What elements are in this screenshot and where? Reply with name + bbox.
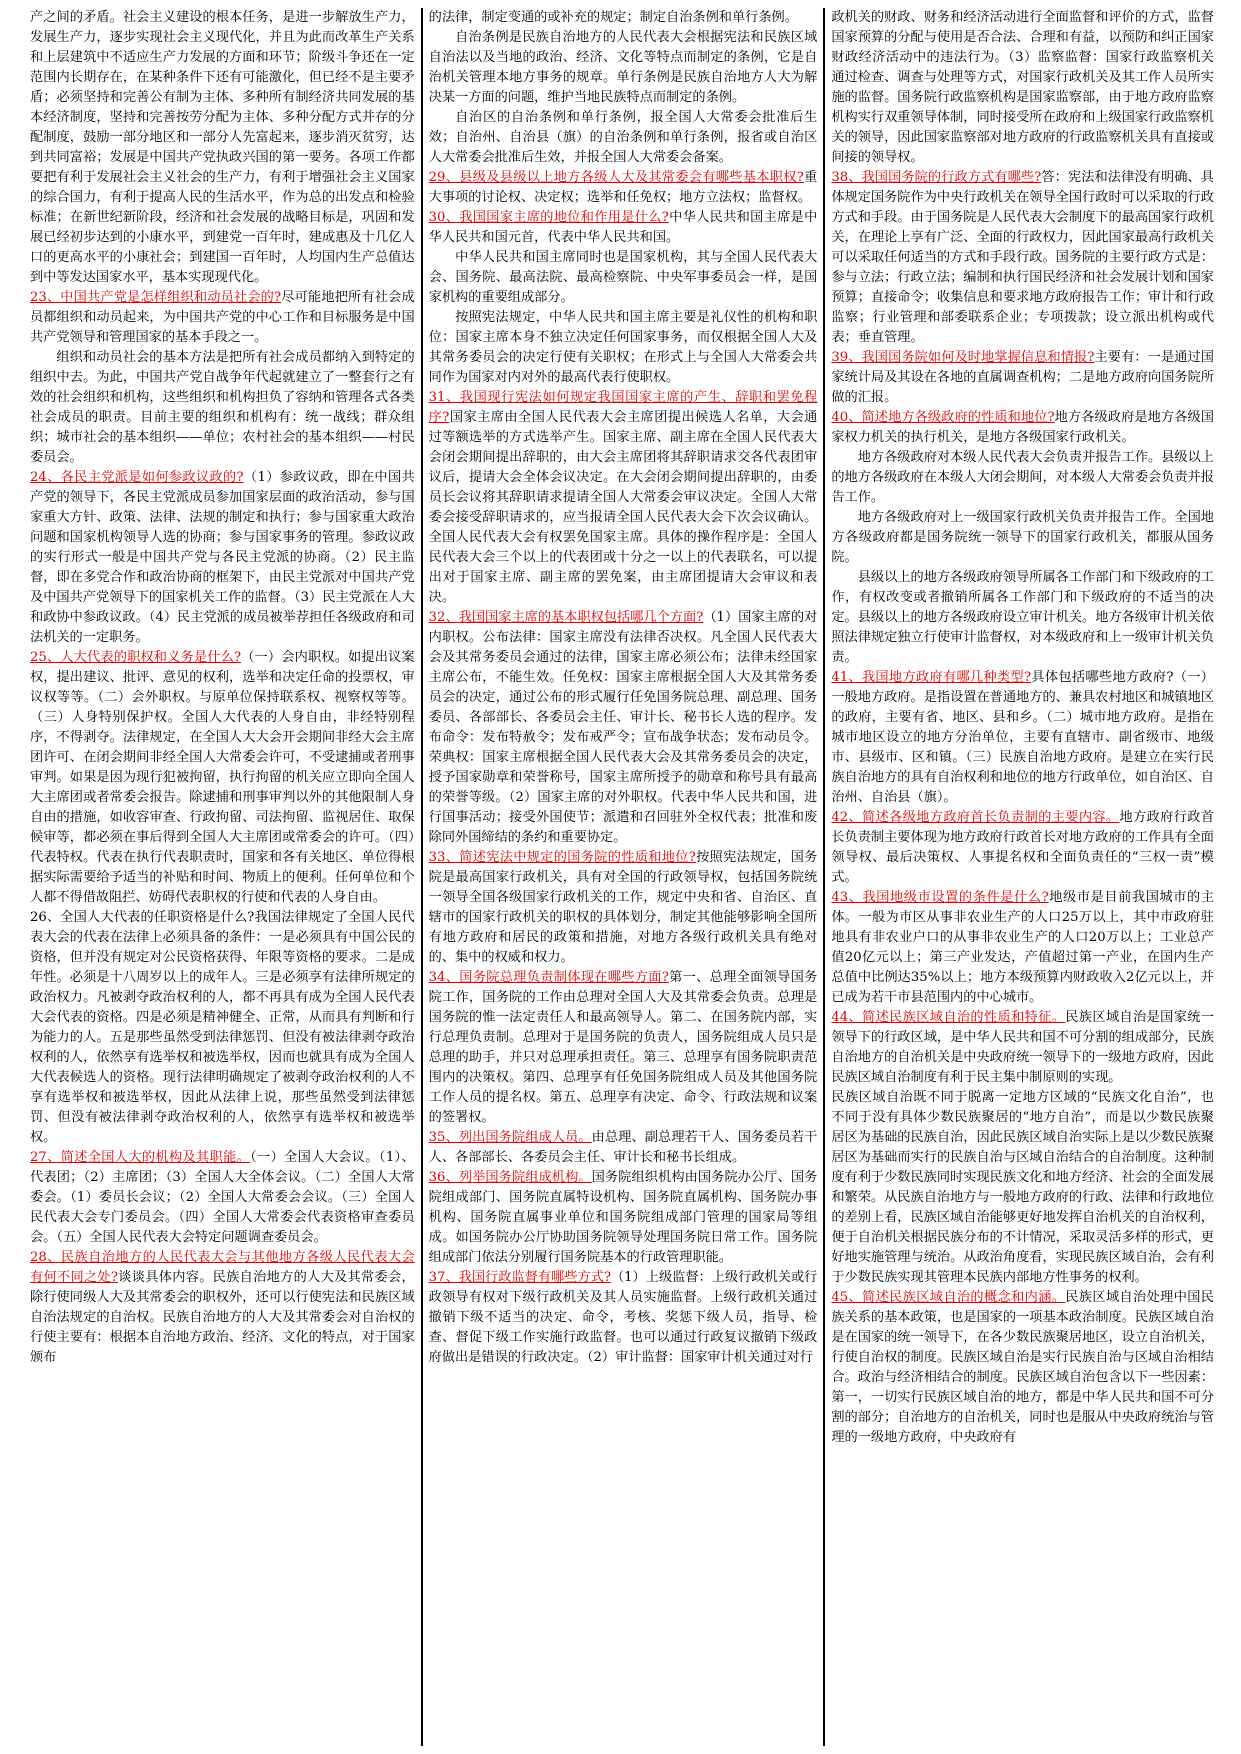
paragraph [831,408,1214,448]
question-heading: 33、简述宪法中规定的国务院的性质和地位? [428,850,696,865]
paragraph [429,1268,818,1368]
paragraph-text: 地级市是目前我国城市的主体。一般为市区从事非农业生产的人口25万以上，其中市政府驻地具有非农业户口的从事非农业生产的人口20万以上；工业总产值20亿元以上；第三产业发达，产值超过第一产业，在国内生产总值中比例达35%以上；地方本级预算内财政收入2亿元以上，并已成为若干市县范围内的中心城市。 [831,890,1215,1005]
question-heading: 37、我国行政监督有哪些方式? [428,1270,611,1285]
paragraph [831,1288,1214,1448]
paragraph-text: 县级以上的地方各级政府领导所属各工作部门和下级政府的工作，有权改变或者撤销所属各工作部门和下级政府的不适当的决定。县级以上的地方各级政府设立审计机关。地方各级审计机关依照法律规定独立行使审计监督权，对本级政府和上一级审计机关负责。 [831,570,1214,665]
paragraph [831,448,1214,508]
paragraph-text: 由总理、副总理若干人、国务委员若干人、各部部长、各委员会主任、审计长和秘书长组成。 [428,1130,818,1165]
question-heading: 40、简述地方各级政府的性质和地位? [831,410,1055,425]
question-heading: 25、人大代表的职权和义务是什么? [30,650,242,665]
paragraph-text: 26、全国人大代表的任职资格是什么?我国法律规定了全国人民代表大会的代表在法律上必须具备的条件：一是必须具有中国公民的资格，但并没有规定对公民资格获得、年限等资格的要求。二是成年性。必须是十八周岁以上的成年人。三是必须享有法律所规定的政治权力。凡被剥夺政治权利的人，都不再具有成为全国人民代表大会代表的资格。四是必须是精神健全、正常，从而具有判断和行为能力的人。五是那些虽然受到法律惩罚、但没有被法律剥夺政治权利的人，依然享有选举权和被选举权，因而也就具有成为全国人大代表候选人的资格。现行法律明确规定了被剥夺政治权利的人不享有选举权和被选举权，因此从法律上说，那些虽然受到法律惩罚、但没有被法律剥夺政治权利的人，依然享有选举权和被选举权。 [30,910,415,1145]
paragraph-text: 第一、总理全面领导国务院工作，国务院的工作由总理对全国人大及其常委会负责。总理是国务院的惟一法定责任人和最高领导人。第二、在国务院内部，实行总理负责制。总理对于是国务院的负责人，国务院组成人员只是总理的助手，并只对总理承担责任。第三、总理享有国务院职责范围内的决策权。第四、总理享有任免国务院组成人员及其他国务院工作人员的提名权。第五、总理享有决定、命令、行政法规和议案的签署权。 [428,970,818,1125]
paragraph [429,208,818,248]
question-heading: 42、简述各级地方政府首长负责制的主要内容。 [831,810,1120,825]
question-heading: 36、列举国务院组成机构。 [428,1170,592,1185]
paragraph-text: 地方政府行政首长负责制主要体现为地方政府行政首长对地方政府的工作具有全面领导权、最后决策权、人事提名权和全面负责任的“三权一责”模式。 [831,810,1215,885]
paragraph-text: 国务院组织机构由国务院办公厅、国务院组成部门、国务院直属特设机构、国务院直属机构、国务院办事机构、国务院直属事业单位和国务院组成部门管理的国家局等组成。如国务院办公厅协助国务院领导处理国务院日常工作。国务院组成部门依法分别履行国务院基本的行政管理职能。 [428,1170,818,1265]
question-heading: 30、我国国家主席的地位和作用是什么? [428,210,669,225]
paragraph [429,1128,818,1168]
paragraph-text: 谈谈具体内容。民族自治地方的人大及其常委会，除行使同级人大及其常委会的职权外，还可以行使宪法和民族区域自治法规定的自治权。民族自治地方的人大及其常委会对自治权的行使主要有：根据本自治地方政治、经济、文化的特点，对于国家颁布 [30,1270,415,1365]
question-heading: 39、我国国务院如何及时地掌握信息和情报? [831,350,1095,365]
paragraph-text: 自治区的自治条例和单行条例，报全国人大常委会批准后生效；自治州、自治县（旗）的自治条例和单行条例，报省或自治区人大常委会批准后生效，并报全国人大常委会备案。 [428,110,818,165]
document-page [24,8,1220,1746]
paragraph-text: 民族区域自治既不同于脱离一定地方区域的“民族文化自治”，也不同于没有具体少数民族聚居的“地方自治”，而是以少数民族聚居区为基础的民族自治，因此民族区域自治实际上是以少数民族聚居区为基础而实行的民族自治与区域自治结合的自治制度。这种制度有利于少数民族同时实现民族文化和地方经济、社会的全面发展和繁荣。从民族自治地方与一般地方政府的行政、法律和行政地位的差别上看，民族区域自治能够更好地发挥自治机关的自治权利，便于自治机关根据民族分布的不计情况，采取灵活多样的形式，更好地实施管理与统治。从政治角度看，实现民族区域自治，会有利于少数民族实现其管理本民族内部地方性事务的权利。 [831,1090,1214,1285]
question-heading: 23、中国共产党是怎样组织和动员社会的? [30,290,282,305]
paragraph-text: 地方各级政府是地方各级国家权力机关的执行机关，是地方各级国家行政机关。 [831,410,1214,445]
paragraph [831,888,1214,1008]
paragraph [831,508,1214,568]
question-heading: 28、民族自治地方的人民代表大会与其他地方各级人民代表大会有何不同之处? [30,1250,415,1285]
question-heading: 24、各民主党派是如何参政议政的? [30,470,244,485]
paragraph-text: （一）会内职权。如提出议案权，提出建议、批评、意见的权利，选举和决定任命的投票权，审议权等等。（二）会外职权。与原单位保持联系权、视察权等等。（三）人身特别保护权。全国人大代表的人身自由，非经特别程序，不得剥夺。法律规定，在全国人大大会开会期间非经大会主席团许可、在闭会期间非经全国人大常委会许可，不受逮捕或者刑事审判。如果是因为现行犯被拘留，执行拘留的机关应立即向全国人大主席团或者常委会报告。除逮捕和刑事审判以外的其他限制人身自由的措施，如收容审查、行政拘留、司法拘留、监视居住、取保候审等，都必须在事后得到全国人大主席团或常委会的许可。（四）代表特权。代表在执行代表职责时，国家和各有关地区、单位得根据实际需要给予适当的补贴和时间、物质上的便利。任何单位和个人都不得借故阻拦、妨碍代表职权的行使和代表的人身自由。 [30,650,415,905]
paragraph [429,248,818,308]
paragraph [429,1168,818,1268]
paragraph [831,1008,1214,1088]
paragraph [831,808,1214,888]
paragraph [429,608,818,848]
paragraph-text: 中华人民共和国主席同时也是国家机构，其与全国人民代表大会、国务院、最高法院、最高检察院、中央军事委员会一样，是国家机构的重要组成部分。 [428,250,818,305]
paragraph [30,288,415,348]
paragraph [429,308,818,388]
paragraph [831,1088,1214,1288]
paragraph-text: （一）全国人大会议。（1）、代表团；（2）主席团；（3）全国人大全体会议。（二）全国人大常委会。（1）委员长会议；（2）全国人大常委会会议。（三）全国人民代表大会专门委员会。（四）全国人大常委会代表资格审查委员会。（五）全国人民代表大会特定问题调查委员会。 [30,1150,415,1245]
paragraph [429,8,818,28]
paragraph-text: 地方各级政府对本级人民代表大会负责并报告工作。县级以上的地方各级政府在本级人大闭会期间，对本级人大常委会负责并报告工作。 [831,450,1214,505]
paragraph-text: 中华人民共和国主席是中华人民共和国元首，代表中华人民共和国。 [428,210,818,245]
paragraph-text: 国家主席由全国人民代表大会主席团提出候选人名单，大会通过等额选举的方式选举产生。国家主席、副主席在全国人民代表大会闭会期间提出辞职的，由大会主席团将其辞职请求交各代表团审议后，提请大会全体会议决定。在大会闭会期间提出辞职的，由委员长会议将其辞职请求提请全国人大常委会审议决定。全国人大常委会接受辞职请求的，应当报请全国人民代表大会下次会议确认。全国人民代表大会有权罢免国家主席。具体的操作程序是：全国人民代表大会三个以上的代表团或十分之一以上的代表联名，可以提出对于国家主席、副主席的罢免案，由主席团提请大会审议和表决。 [428,410,818,605]
question-heading: 43、我国地级市设置的条件是什么? [831,890,1049,905]
question-heading: 27、简述全国人大的机构及其职能。 [30,1150,251,1165]
paragraph-text: 答：宪法和法律没有明确、具体规定国务院作为中央行政机关在领导全国行政时可以采取的行政方式和手段。由于国务院是人民代表大会制度下的最高国家行政机关，在理论上享有广泛、全面的行政权力，因此国家最高行政机关可以采取任何适当的方式和手段行政。国务院的主要行政方式是：参与立法；行政立法；编制和执行国民经济和社会发展计划和国家预算；直接命令；收集信息和要求地方政府报告工作；审计和行政监察；行业管理和部委联系企业；专项拨款；设立派出机构或代表；垂直管理。 [831,170,1214,345]
paragraph-text: 的法律，制定变通的或补充的规定；制定自治条例和单行条例。 [428,10,798,25]
paragraph [429,168,818,208]
paragraph-text: 民族区域自治是国家统一领导下的行政区域，是中华人民共和国不可分割的组成部分，民族自治地方的自治机关是中央政府统一领导下的一级地方政府，因此民族区域自治制度有利于民主集中制原则的实现。 [831,1010,1214,1085]
question-heading: 35、列出国务院组成人员。 [428,1130,592,1145]
paragraph-text: 政机关的财政、财务和经济活动进行全面监督和评价的方式，监督国家预算的分配与使用是否合法、合理和有益，以预防和纠正国家财政经济活动中的违法行为。（3）监察监督：国家行政监察机关通过检查、调查与处理等方式，对国家行政机关及其工作人员所实施的监督。国务院行政监察机构是国家监察部，由于地方政府监察机构实行双重领导体制，同时接受所在政府和上级国家行政监察机关的领导，因此国家监察部对地方政府的行政监察机关具有直接或间接的领导权。 [831,10,1214,165]
column-middle [423,8,824,1746]
paragraph-text: 主要有：一是通过国家统计局及其设在各地的直属调查机构；二是地方政府向国务院所做的汇报。 [831,350,1214,405]
paragraph [30,1148,415,1248]
paragraph-text: 产之间的矛盾。社会主义建设的根本任务，是进一步解放生产力，发展生产力，逐步实现社会主义现代化，并且为此而改革生产关系和上层建筑中不适应生产力发展的方面和环节；阶级斗争还在一定范围内长期存在，在某种条件下还有可能激化，但已经不是主要矛盾；必须坚持和完善公有制为主体、多种所有制经济共同发展的基本经济制度，坚持和完善按劳分配为主体、多种分配方式并存的分配制度，鼓励一部分地区和一部分人先富起来，逐步消灭贫穷，达到共同富裕；发展是中国共产党执政兴国的第一要务。各项工作都要把有利于发展社会主义社会的生产力，有利于增强社会主义国家的综合国力，有利于提高人民的生活水平，作为总的出发点和检验标准；在新世纪新阶段，经济和社会发展的战略目标是，巩固和发展已经初步达到的小康水平，到建党一百年时，建成惠及十几亿人口的更高水平的小康社会；到建国一百年时，人均国内生产总值达到中等发达国家水平，基本实现现代化。 [30,10,415,285]
question-heading: 41、我国地方政府有哪几种类型? [831,670,1032,685]
paragraph [30,1248,415,1368]
paragraph-text: 尽可能地把所有社会成员都组织和动员起来，为中国共产党的中心工作和目标服务是中国共产党领导和管理国家的基本手段之一。 [30,290,415,345]
paragraph [429,388,818,608]
paragraph-text: （1）参政议政，即在中国共产党的领导下，各民主党派成员参加国家层面的政治活动，参与国家重大方针、政策、法律、法规的制定和执行；参与国家重大政治问题和国家机构领导人选的协商；参与国家事务的管理。参政议政的实行形式一般是中国共产党与各民主党派的协商。（2）民主监督，即在多党合作和政治协商的框架下，由民主党派对中国共产党及中国共产党领导下的国家机关工作的监督。（3）民主党派在人大和政协中参政议政。（4）民主党派的成员被举荐担任各级政府和司法机关的一定职务。 [30,470,415,645]
paragraph-text: （1）上级监督：上级行政机关或行政领导有权对下级行政机关及其人员实施监督。上级行政机关通过撤销下级不适当的决定、命令，考核、奖惩下级人员，指导、检查、督促下级工作实施行政监督。也可以通过行政复议撤销下级政府做出是错误的行政决定。（2）审计监督：国家审计机关通过对行 [428,1270,818,1365]
paragraph [831,568,1214,668]
paragraph [30,908,415,1148]
paragraph [429,848,818,968]
paragraph [831,8,1214,168]
paragraph [30,648,415,908]
paragraph-text: 按照宪法规定，中华人民共和国主席主要是礼仪性的机构和职位：国家主席本身不独立决定任何国家事务，而仅根据全国人大及其常务委员会的决定行使有关职权；在形式上与全国人大常委会共同作为国家对内对外的最高代表行使职权。 [428,310,818,385]
paragraph-text: 按照宪法规定，国务院是最高国家行政机关，具有对全国的行政领导权，包括国务院统一领导全国各级国家行政机关的工作，规定中央和省、自治区、直辖市的国家行政机关的职权的具体划分，制定其他能够影响全国所有地方政府和居民的政策和措施，对地方各级行政机关具有绝对的、集中的权威和权力。 [428,850,818,965]
paragraph [429,28,818,108]
question-heading: 31、我国现行宪法如何规定我国国家主席的产生、辞职和罢免程序? [428,390,818,425]
paragraph [30,8,415,288]
paragraph [30,348,415,468]
question-heading: 38、我国国务院的行政方式有哪些? [831,170,1042,185]
column-right [825,8,1220,1746]
paragraph-text: 具体包括哪些地方政府?（一）一般地方政府。是指设置在普通地方的、兼具农村地区和城镇地区的政府，主要有省、地区、县和乡。（二）城市地方政府。是指在城市地区设立的地方分治单位，主要有直辖市、副省级市、地级市、县级市、区和镇。（三）民族自治地方政府。是建立在实行民族自治地方的具有自治权利和地位的地方行政单位，如自治区、自治州、自治县（旗）。 [831,670,1214,805]
paragraph [429,108,818,168]
question-heading: 45、简述民族区域自治的概念和内涵。 [831,1290,1066,1305]
question-heading: 29、县级及县级以上地方各级人大及其常委会有哪些基本职权? [428,170,804,185]
paragraph [429,968,818,1128]
paragraph-text: 民族区域自治处理中国民族关系的基本政策，也是国家的一项基本政治制度。民族区域自治是在国家的统一领导下，在各少数民族聚居地区，设立自治机关，行使自治权的制度。民族区域自治是实行民族自治与区域自治相结合。政治与经济相结合的制度。民族区域自治包含以下一些因素：第一，一切实行民族区域自治的地方，都是中华人民共和国不可分割的部分；自治地方的自治机关，同时也是服从中央政府统治与管理的一级地方政府，中央政府有 [831,1290,1214,1445]
paragraph [831,168,1214,348]
paragraph-text: 自治条例是民族自治地方的人民代表大会根据宪法和民族区域自治法以及当地的政治、经济、文化等特点而制定的条例，它是自治机关管理本地方事务的规章。单行条例是民族自治地方人大为解决某一方面的问题，维护当地民族特点而制定的条例。 [428,30,818,105]
question-heading: 34、国务院总理负责制体现在哪些方面? [428,970,669,985]
paragraph-text: 地方各级政府对上一级国家行政机关负责并报告工作。全国地方各级政府都是国务院统一领导下的国家行政机关，都服从国务院。 [831,510,1214,565]
paragraph-text: 重大事项的讨论权、决定权；选举和任免权；地方立法权；监督权。 [428,170,818,205]
paragraph-text: （1）国家主席的对内职权。公布法律：国家主席没有法律否决权。凡全国人民代表大会及其常务委员会通过的法律，国家主席必须公布；法律未经国家主席公布，不能生效。任免权：国家主席根据全国人大及其常务委员会的决定，通过公布的形式履行任免国务院总理、副总理、国务委员、各部部长、各委员会主任、审计长、秘书长人选的程序。发布命令：发布特赦令；发布戒严令；宣布战争状态；发布动员令。荣典权：国家主席根据全国人民代表大会及其常务委员会的决定，授予国家勋章和荣誉称号，国家主席所授予的勋章和称号具有最高的荣誉等级。（2）国家主席的对外职权。代表中华人民共和国，进行国事活动；接受外国使节；派遣和召回驻外全权代表；批准和废除同外国缔结的条约和重要协定。 [428,610,818,845]
paragraph [831,668,1214,808]
paragraph [831,348,1214,408]
question-heading: 32、我国国家主席的基本职权包括哪几个方面? [428,610,704,625]
column-left [24,8,421,1746]
question-heading: 44、简述民族区域自治的性质和特征。 [831,1010,1066,1025]
paragraph-text: 组织和动员社会的基本方法是把所有社会成员都纳入到特定的组织中去。为此，中国共产党自战争年代起就建立了一整套行之有效的社会组织和机构，这些组织和机构担负了容纳和管理各式各类社会成员的职责。目前主要的组织和机构有：统一战线；群众组织；城市社会的基本组织——单位；农村社会的基本组织——村民委员会。 [30,350,415,465]
paragraph [30,468,415,648]
